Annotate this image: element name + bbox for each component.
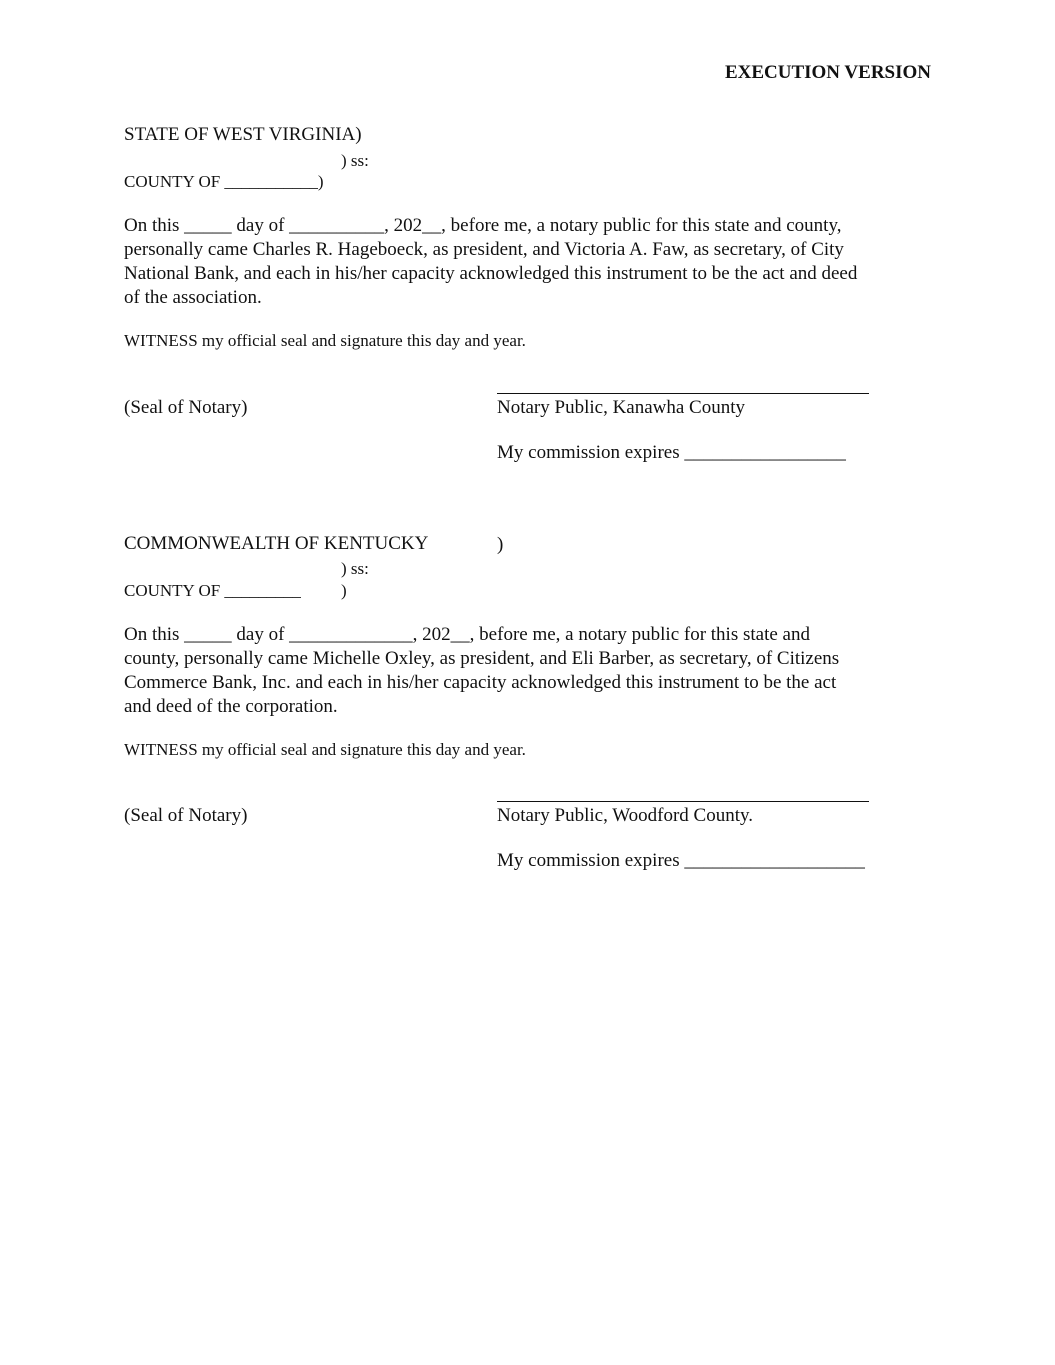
paragraph-line: On this _____ day of __________, 202__, before me, a notary public for this state and county, (124, 215, 842, 236)
paragraph-line: National Bank, and each in his/her capacity acknowledged this instrument to be the act and deed (124, 263, 858, 284)
commission-expires: My commission expires ___________________ (497, 850, 865, 871)
acknowledgment-paragraph (124, 214, 936, 310)
paragraph-line: county, personally came Michelle Oxley, as president, and Eli Barber, as secretary, of Citizens (124, 648, 840, 669)
seal-of-notary: (Seal of Notary) (124, 397, 248, 418)
ss-caption: ) ss: (341, 559, 369, 578)
signature-line (497, 801, 869, 802)
witness-statement: WITNESS my official seal and signature this day and year. (124, 740, 526, 759)
caption-paren: ) (341, 581, 347, 600)
signature-line (497, 393, 869, 394)
paragraph-line: On this _____ day of _____________, 202__, before me, a notary public for this state and (124, 624, 810, 645)
caption-paren: ) (497, 534, 504, 555)
paragraph-line: of the association. (124, 287, 262, 308)
state-caption: STATE OF WEST VIRGINIA) (124, 124, 362, 145)
commission-expires: My commission expires _________________ (497, 442, 846, 463)
state-caption: COMMONWEALTH OF KENTUCKY (124, 533, 429, 554)
ss-caption: ) ss: (341, 151, 369, 170)
county-caption: COUNTY OF ___________) (124, 172, 324, 191)
notary-public-title: Notary Public, Kanawha County (497, 397, 746, 418)
paragraph-line: Commerce Bank, Inc. and each in his/her capacity acknowledged this instrument to be the act (124, 672, 837, 693)
witness-statement: WITNESS my official seal and signature this day and year. (124, 331, 526, 350)
notary-public-title: Notary Public, Woodford County. (497, 805, 754, 826)
seal-of-notary: (Seal of Notary) (124, 805, 248, 826)
execution-version-header: EXECUTION VERSION (724, 62, 931, 83)
acknowledgment-paragraph (124, 623, 936, 719)
paragraph-line: personally came Charles R. Hageboeck, as president, and Victoria A. Faw, as secretary, of City (124, 239, 844, 260)
paragraph-line: and deed of the corporation. (124, 696, 338, 717)
county-caption: COUNTY OF _________ (124, 581, 301, 600)
